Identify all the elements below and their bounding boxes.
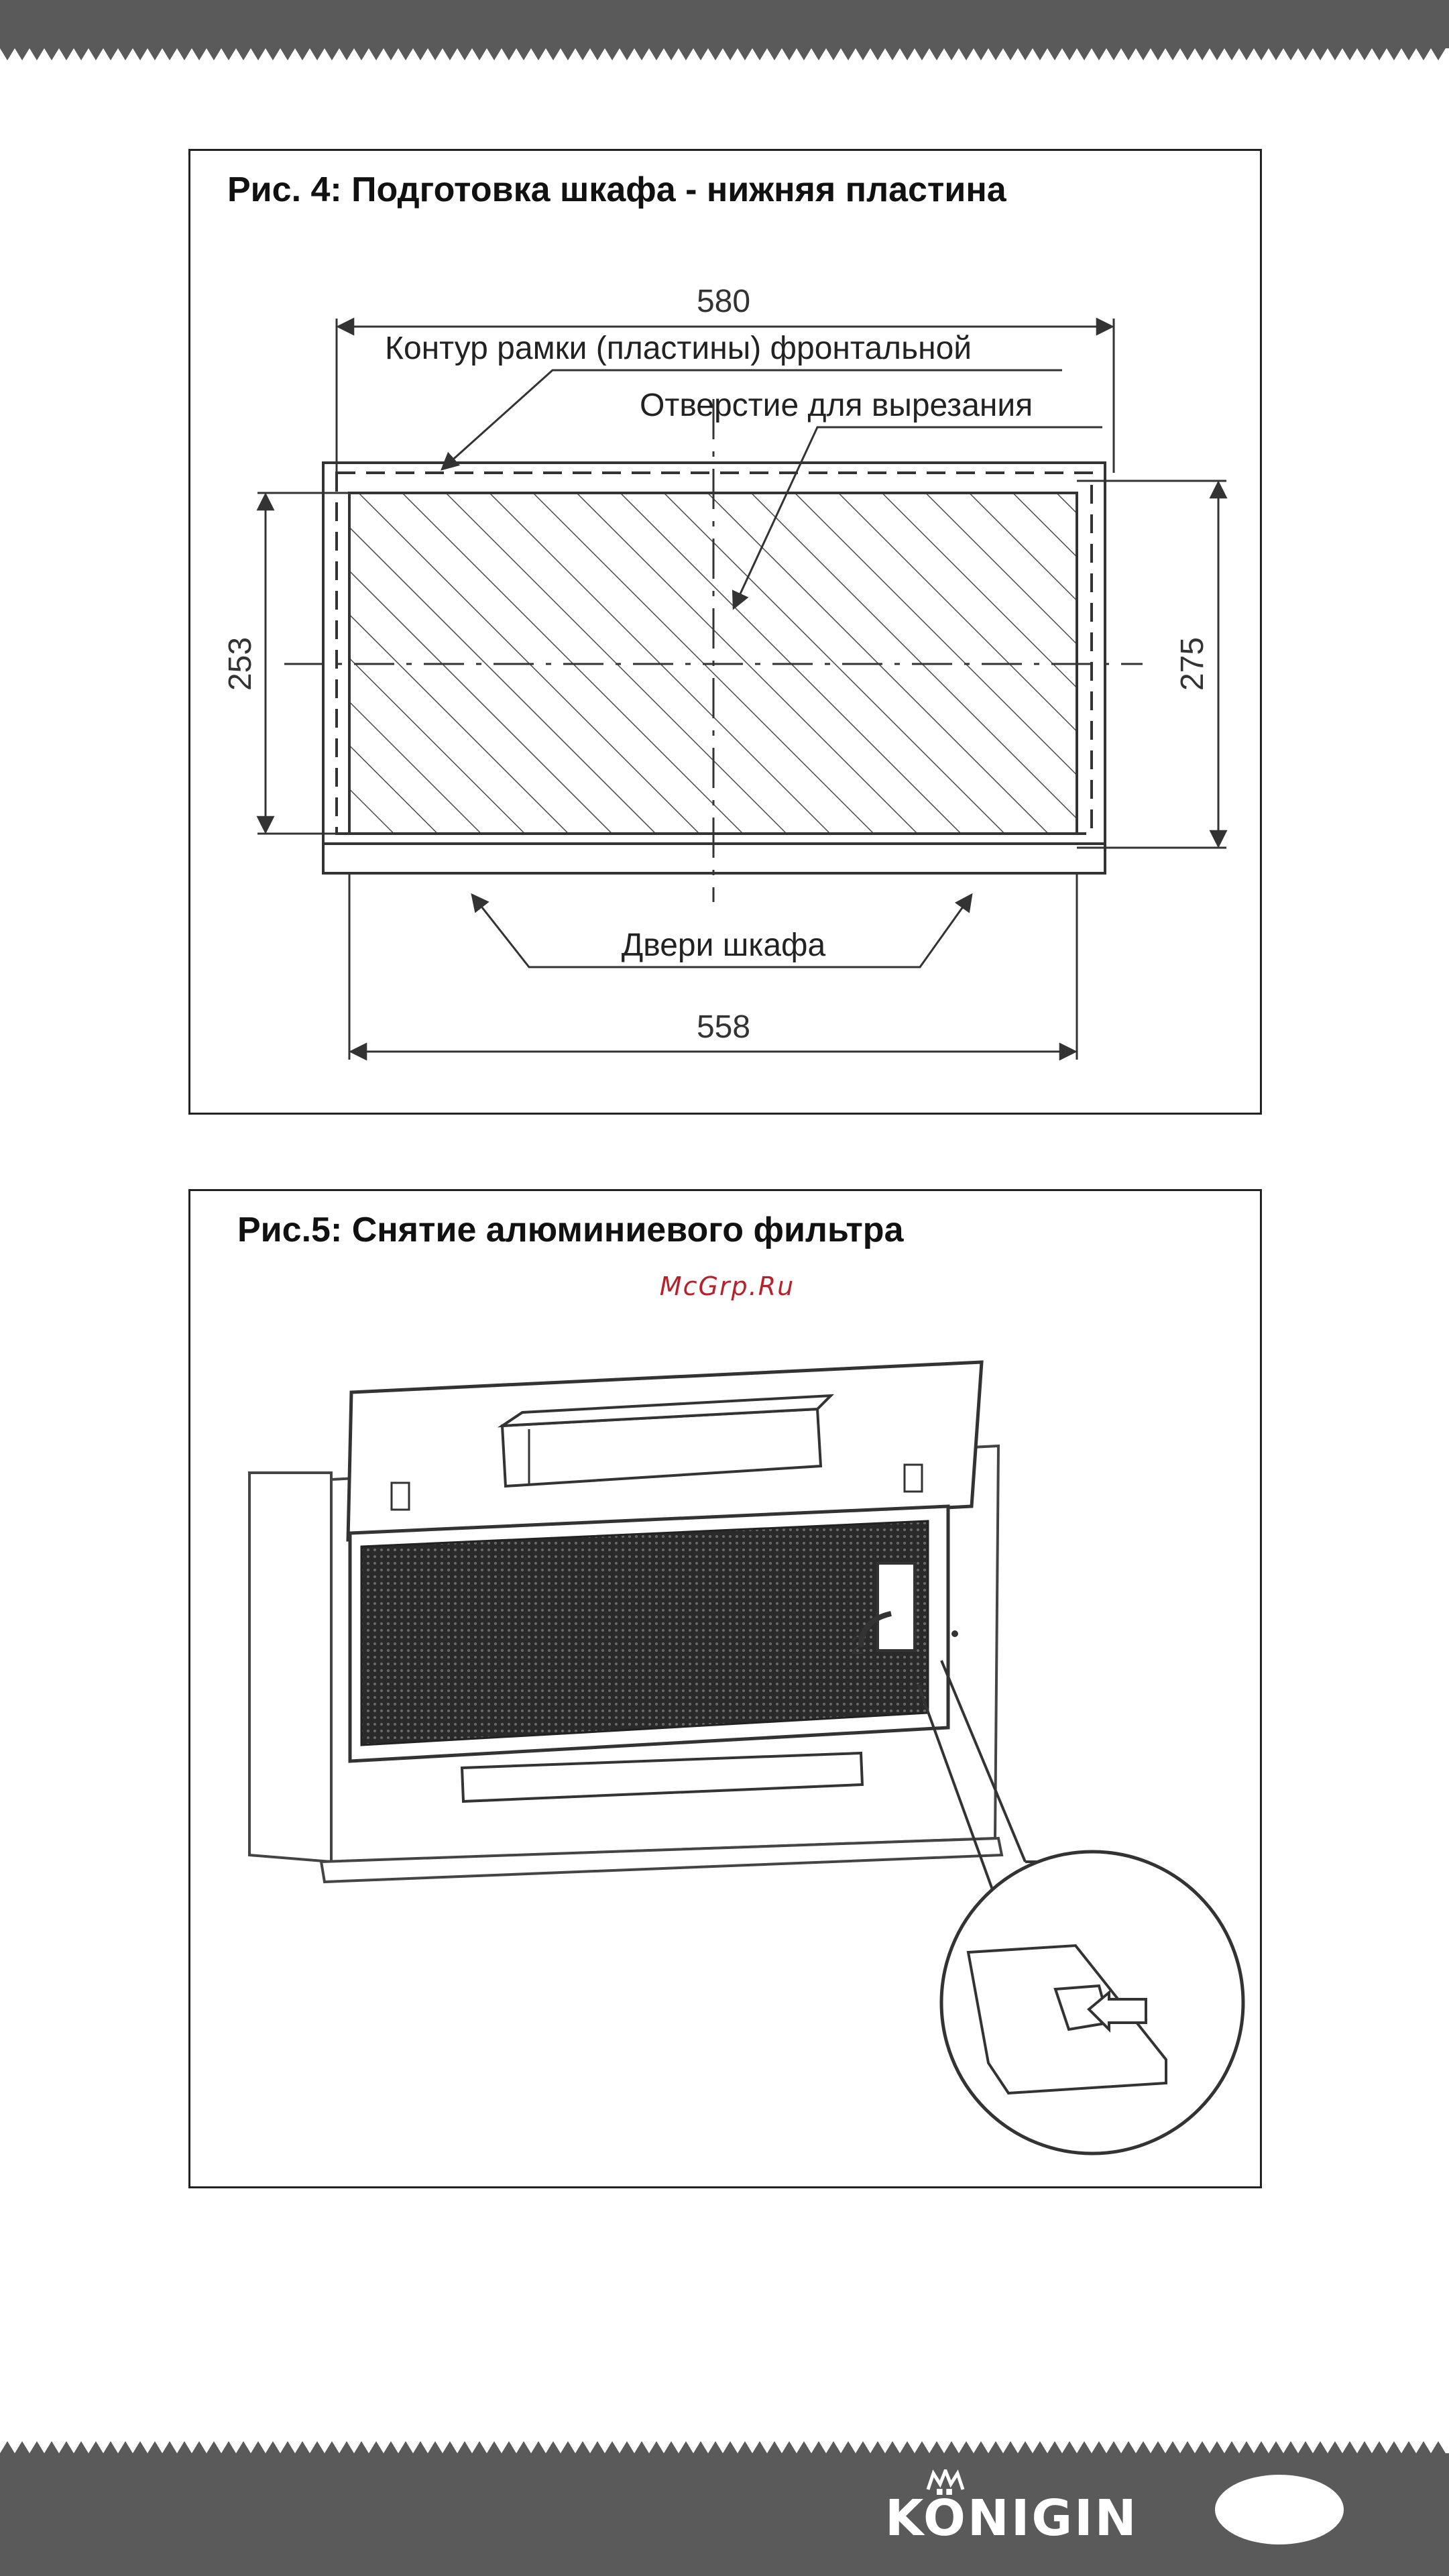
- doors-leader-right: [831, 895, 972, 967]
- range-hood-illustration: [190, 1191, 1260, 2186]
- step-number: 2: [851, 1632, 865, 1659]
- hood-housing-left: [249, 1473, 331, 1862]
- figure-5-panel: [188, 1189, 1262, 2188]
- crown-icon: [925, 2469, 966, 2492]
- header-band: [0, 0, 1449, 67]
- label-580: 580: [696, 284, 751, 319]
- label-cabinet-doors: Двери шкафа: [621, 928, 826, 963]
- label-275: 275: [1175, 636, 1210, 691]
- filter-latch: [878, 1563, 915, 1650]
- aluminium-filter-mesh: [361, 1521, 928, 1745]
- figure-4-drawing: [190, 151, 1260, 1113]
- figure-4-panel: [188, 149, 1262, 1115]
- figure-4-title: Рис. 4: Подготовка шкафа - нижняя пластина: [227, 170, 1006, 209]
- watermark: McGrp.Ru: [659, 1272, 795, 1301]
- label-253: 253: [223, 636, 258, 691]
- doors-leader-left: [472, 895, 623, 967]
- label-cutout: Отверстие для вырезания: [640, 388, 1033, 423]
- brand-logo: KÖNIGIN: [885, 2489, 1139, 2547]
- figure-5-title: Рис.5: Снятие алюминиевого фильтра: [237, 1211, 904, 1249]
- label-frame-outline: Контур рамки (пластины) фронтальной: [385, 331, 972, 366]
- page-number-oval: [1215, 2475, 1344, 2544]
- label-558: 558: [696, 1009, 751, 1045]
